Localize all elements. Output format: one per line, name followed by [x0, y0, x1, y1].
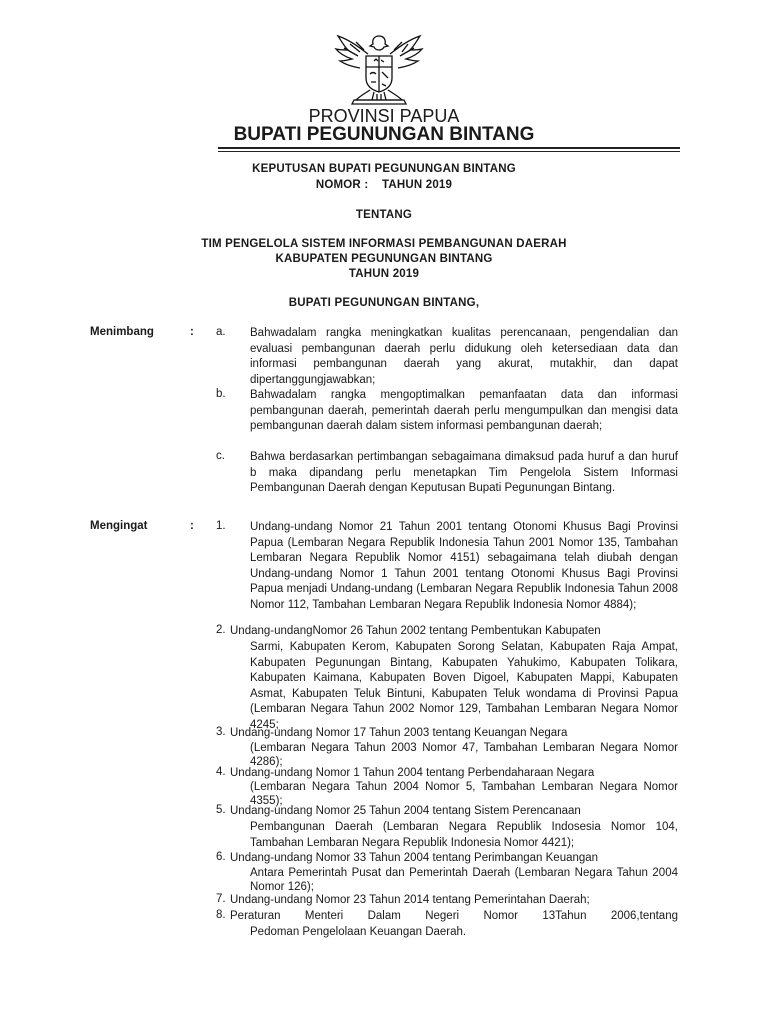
mengingat-marker-8: 8. [216, 909, 226, 921]
garuda-pancasila-icon [330, 30, 428, 108]
mengingat-marker-7: 7. [216, 893, 226, 905]
mengingat-marker-1: 1. [216, 520, 226, 532]
menimbang-colon: : [190, 326, 194, 338]
mengingat-item-2-first: Undang-undangNomor 26 Tahun 2002 tentang Pembentukan Kabupaten [230, 625, 601, 637]
mengingat-colon: : [190, 520, 194, 532]
mengingat-item-2-rest: Sarmi, Kabupaten Kerom, Kabupaten Sorong Selatan, Kabupaten Raja Ampat, Kabupaten Pegunungan Bintang, Kabupaten Yahukimo, Kabupaten Tolikara, Kabupaten Kaimana, Kabupaten Boven Digoel, Kabupaten Mappi, Kabupaten Asmat, Kabupaten Teluk Bintuni, Kabupaten Teluk wondama di Provinsi Papua (Lembaran Negara Tahun 2002 Nomor 129, Tambahan Lembaran Negara Nomor 4245; [250, 641, 678, 731]
header-rule-thick [218, 147, 680, 149]
header-rule-thin [218, 151, 680, 152]
menimbang-marker-a: a. [216, 326, 226, 338]
mengingat-item-8-rest: Pedoman Pengelolaan Keuangan Daerah. [250, 926, 467, 938]
mengingat-item-5-first: Undang-undang Nomor 25 Tahun 2004 tentang Sistem Perencanaan [230, 805, 581, 817]
mengingat-item-5-rest: Pembangunan Daerah (Lembaran Negara Republik Indosesia Nomor 104, Tambahan Lembaran Negara Republik Indonesia Nomor 4421); [250, 821, 678, 849]
mengingat-item-7-first: Undang-undang Nomor 23 Tahun 2014 tentang Pemerintahan Daerah; [230, 894, 590, 906]
menimbang-item-a: Bahwadalam rangka meningkatkan kualitas perencanaan, pengendalian dan evaluasi pembangunan daerah perlu didukung oleh ketersediaan data dan informasi pembangunan daerah yang akurat, mutakhir, dan dapat dipertanggungjawabkan; [250, 327, 678, 386]
menimbang-item-c: Bahwa berdasarkan pertimbangan sebagaimana dimaksud pada huruf a dan huruf b maka dipandang perlu menetapkan Tim Pengelola Sistem Informasi Pembangunan Daerah dengan Keputusan Bupati Pegunungan Bintang. [250, 451, 678, 494]
menimbang-label: Menimbang [90, 326, 154, 338]
menimbang-marker-b: b. [216, 388, 226, 400]
menimbang-item-b: Bahwadalam rangka mengoptimalkan pemanfaatan data dan informasi pembangunan daerah, pemerintah daerah perlu mengumpulkan dan mengisi data pembangunan daerah dalam sistem informasi pembangunan daerah; [250, 389, 678, 432]
regent-title: BUPATI PEGUNUNGAN BINTANG [233, 124, 535, 145]
mengingat-label: Mengingat [90, 520, 148, 532]
subject-line-2: KABUPATEN PEGUNUNGAN BINTANG [275, 253, 493, 265]
decree-title: KEPUTUSAN BUPATI PEGUNUNGAN BINTANG [252, 163, 516, 175]
mengingat-item-6-rest: Antara Pemerintah Pusat dan Pemerintah Daerah (Lembaran Negara Tahun 2004 Nomor 126); [250, 867, 678, 893]
mengingat-item-4-first: Undang-undang Nomor 1 Tahun 2004 tentang Perbendaharaan Negara [230, 767, 595, 779]
mengingat-item-3-rest: (Lembaran Negara Tahun 2003 Nomor 47, Tambahan Lembaran Negara Nomor 4286); [250, 742, 678, 768]
mengingat-item-3-first: Undang-undang Nomor 17 Tahun 2003 tentang Keuangan Negara [230, 727, 568, 739]
mengingat-item-4-rest: (Lembaran Negara Tahun 2004 Nomor 5, Tambahan Lembaran Negara Nomor 4355); [250, 781, 678, 807]
mengingat-item-8-first: Peraturan Menteri Dalam Negeri Nomor 13Tahun 2006,tentang [230, 910, 678, 922]
subject-line-1: TIM PENGELOLA SISTEM INFORMASI PEMBANGUNAN DAERAH [201, 238, 567, 250]
issuer-line: BUPATI PEGUNUNGAN BINTANG, [288, 297, 480, 309]
mengingat-item-6-first: Undang-undang Nomor 33 Tahun 2004 tentang Perimbangan Keuangan [230, 852, 599, 864]
decree-number: NOMOR : TAHUN 2019 [315, 179, 453, 191]
province-name: PROVINSI PAPUA [308, 106, 460, 126]
about-heading: TENTANG [355, 209, 413, 221]
mengingat-marker-2: 2. [216, 624, 226, 636]
menimbang-marker-c: c. [216, 450, 225, 462]
mengingat-marker-6: 6. [216, 851, 226, 863]
mengingat-marker-3: 3. [216, 726, 226, 738]
mengingat-item-1: Undang-undang Nomor 21 Tahun 2001 tentang Otonomi Khusus Bagi Provinsi Papua (Lembaran Negara Republik Indonesia Tahun 2001 Nomor 135, Tambahan Lembaran Negara Republik Nomor 4151) sebagaimana telah diubah dengan Undang-undang Nomor 1 Tahun 2001 tentang Otonomi Khusus Bagi Provinsi Papua menjadi Undang-undang (Lembaran Negara Republik Indonesia Tahun 2008 Nomor 112, Tambahan Lembaran Negara Republik Indonesia Nomor 4884); [250, 521, 678, 611]
mengingat-marker-4: 4. [216, 766, 226, 778]
mengingat-marker-5: 5. [216, 804, 226, 816]
subject-line-3: TAHUN 2019 [348, 268, 420, 280]
